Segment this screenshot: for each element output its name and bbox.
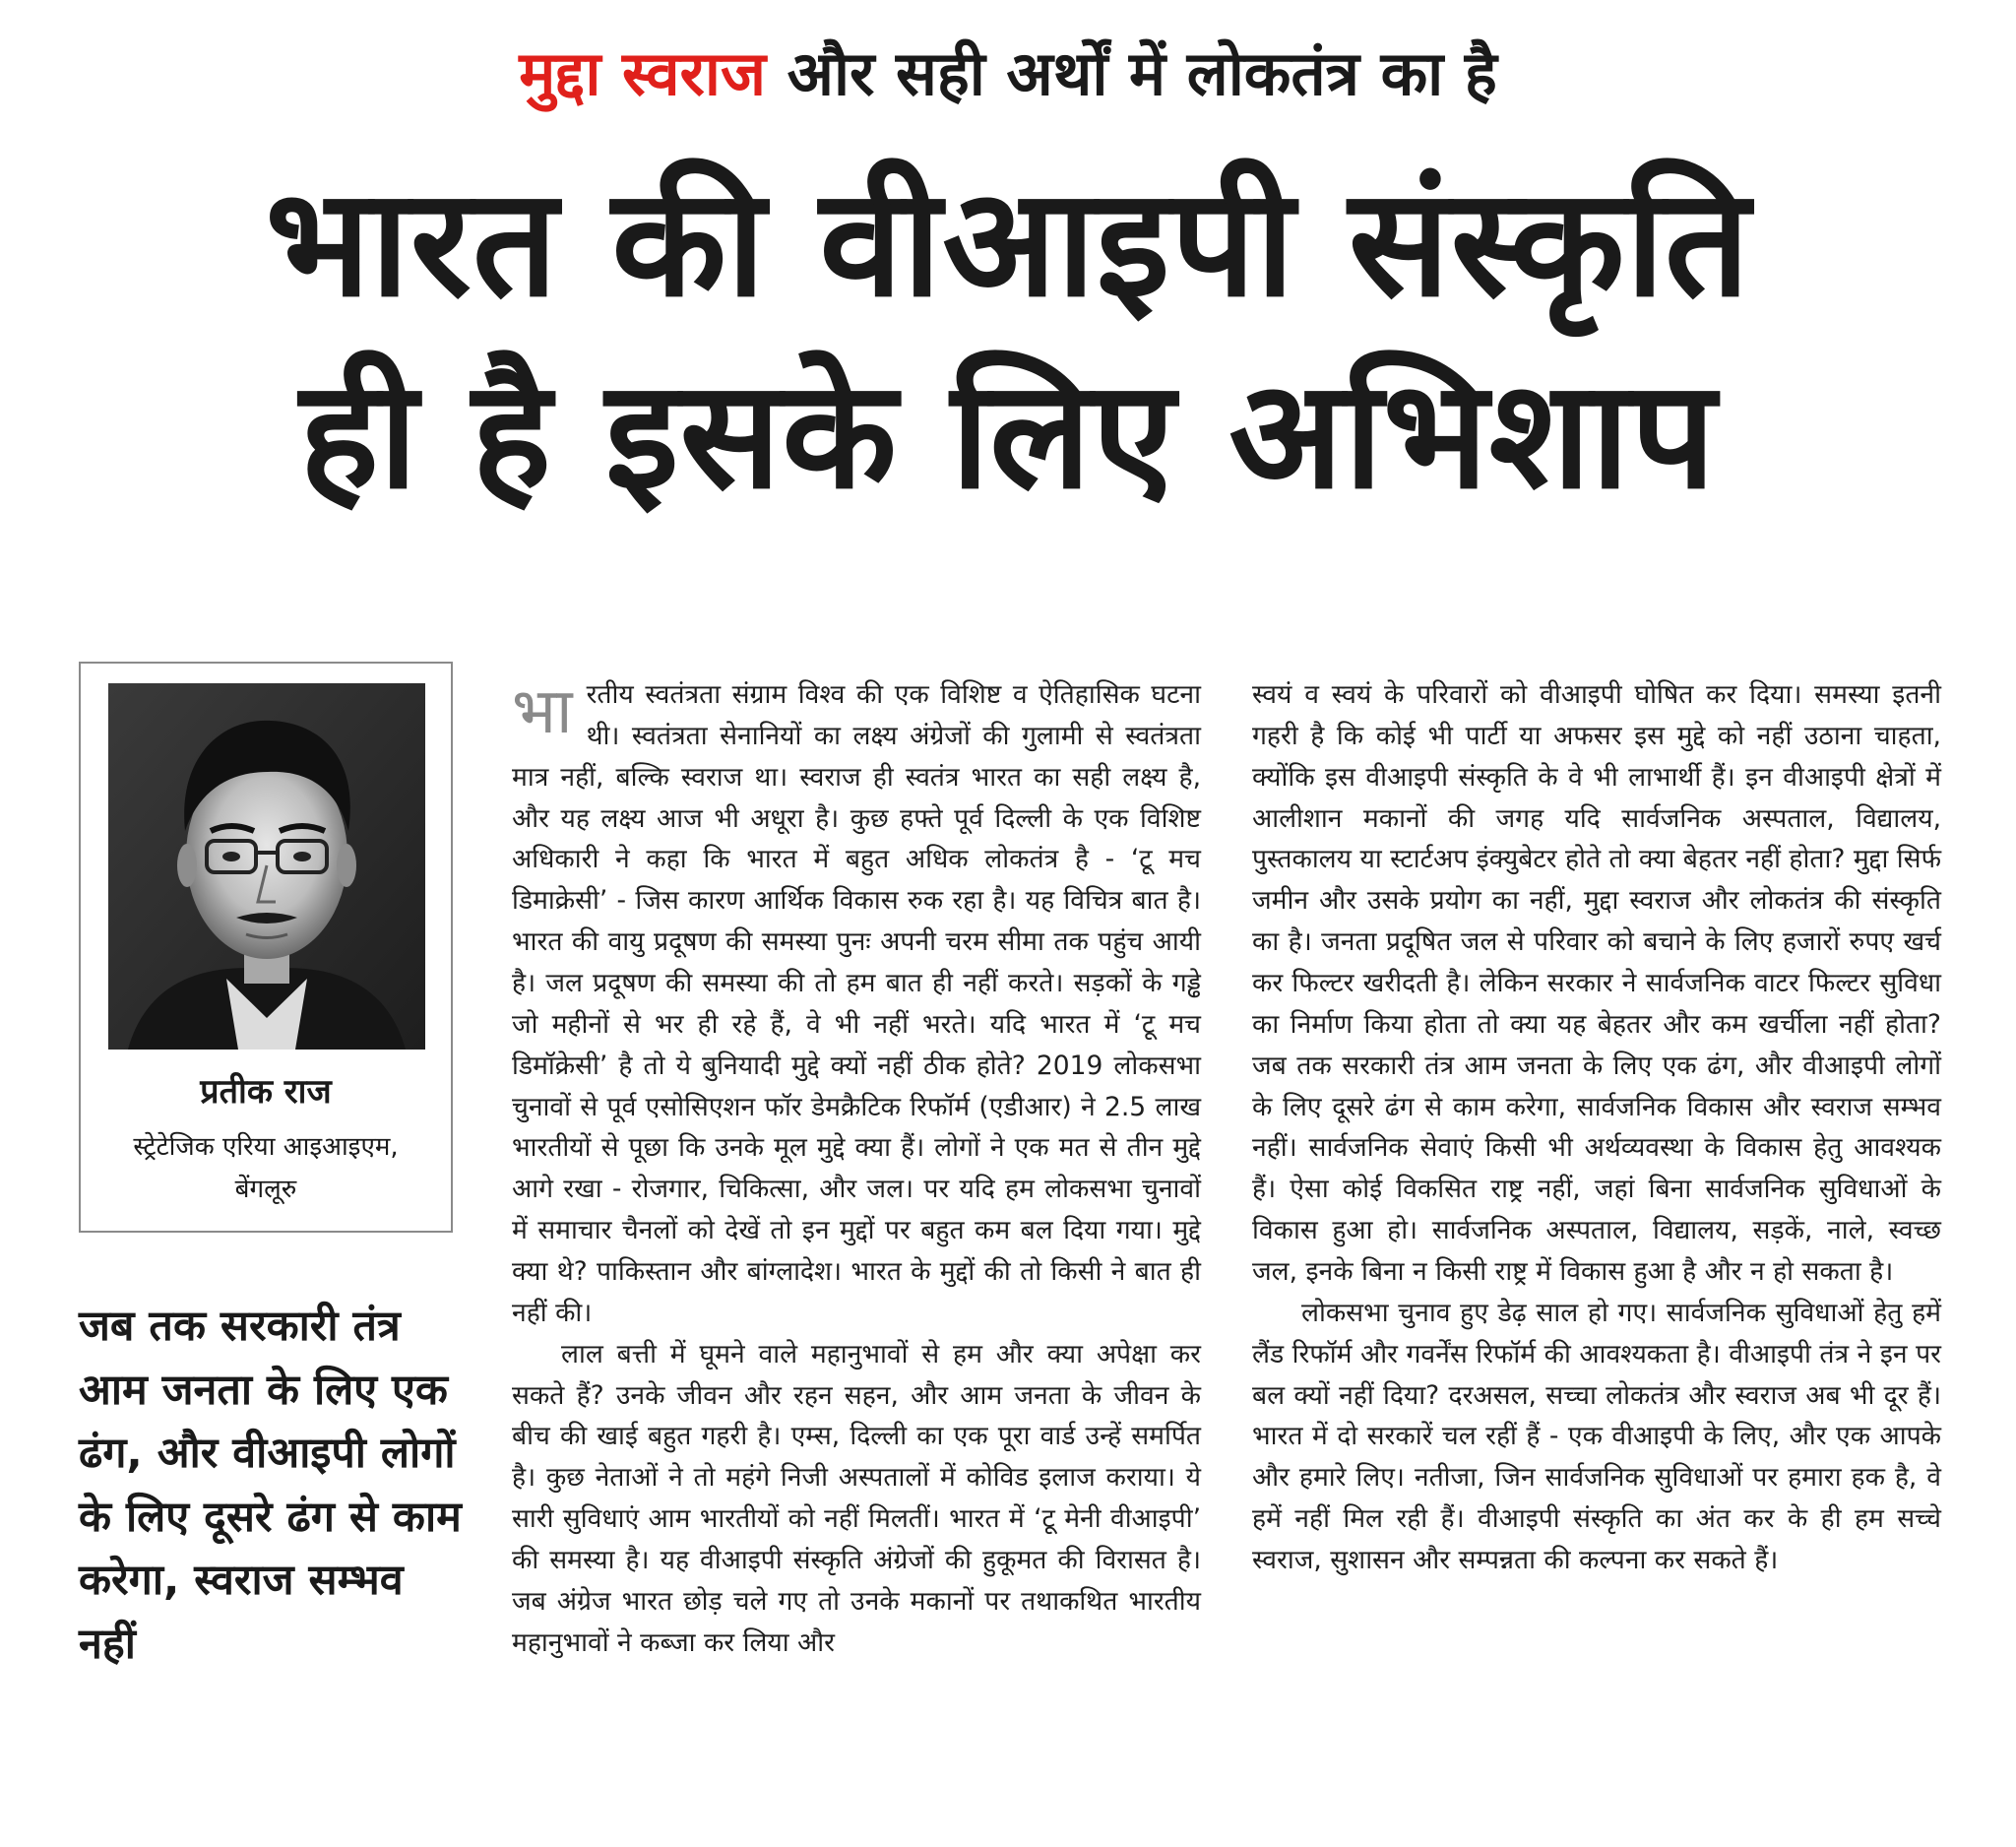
article-paragraph-4: लोकसभा चुनाव हुए डेढ़ साल हो गए। सार्वजनिक सुविधाओं हेतु हमें लैंड रिफॉर्म और गवर्नेंस रिफॉर्म की आवश्यकता है। वीआइपी तंत्र ने इन पर बल क्यों नहीं दिया? दरअसल, सच्चा लोकतंत्र और स्वराज अब भी दूर हैं। भारत में दो सरकारें चल रहीं हैं - एक वीआइपी के लिए, और एक आपके और हमारे लिए। नतीजा, जिन सार्वजनिक सुविधाओं पर हमारा हक है, वे हमें नहीं मिल रही हैं। वीआइपी संस्कृति का अंत कर के ही हम सच्चे स्वराज, सुशासन और सम्पन्नता की कल्पना कर सकते हैं। [1252, 1297, 1941, 1576]
headline-line-2: ही है इसके लिए अभिशाप [299, 347, 1717, 522]
author-name: प्रतीक राज [200, 1072, 332, 1112]
headline-line-1: भारत की वीआइपी संस्कृति [265, 156, 1751, 330]
author-photo [108, 683, 425, 1050]
author-role-line-1: स्ट्रेटेजिक एरिया आइआइएम, [133, 1132, 399, 1162]
author-role [91, 1126, 441, 1211]
kicker-text: और सही अर्थों में लोकतंत्र का है [765, 37, 1497, 109]
kicker [0, 37, 2016, 110]
kicker-highlight: मुद्दा स्वराज [519, 37, 766, 109]
drop-cap: भा [512, 675, 573, 748]
article-paragraph-2: लाल बत्ती में घूमने वाले महानुभावों से हम और क्या अपेक्षा कर सकते हैं? उनके जीवन और रहन सहन, और आम जनता के जीवन के बीच की खाई बहुत गहरी है। एम्स, दिल्ली का एक पूरा वार्ड उन्हें समर्पित है। कुछ नेताओं ने तो महंगे निजी अस्पतालों में कोविड इलाज कराया। ये सारी सुविधाएं आम भारतीयों को नहीं मिलतीं। भारत में ‘टू मेनी वीआइपी’ की समस्या है। यह वीआइपी संस्कृति अंग्रेजों की हुकूमत की विरासत है। जब अंग्रेज भारत छोड़ चले गए तो उनके मकानों पर तथाकथित भारतीय महानुभावों ने कब्जा कर लिया और [512, 1338, 1201, 1658]
author-role-line-2: बेंगलूरु [234, 1174, 297, 1204]
article-column-2 [1252, 674, 1941, 1581]
article-column-1 [512, 674, 1201, 1664]
article-paragraph-3: स्वयं व स्वयं के परिवारों को वीआइपी घोषित कर दिया। समस्या इतनी गहरी है कि कोई भी पार्टी या अफसर इस मुद्दे को नहीं उठाना चाहता, क्योंकि इस वीआइपी संस्कृति के वे भी लाभार्थी हैं। इन वीआइपी क्षेत्रों में आलीशान मकानों की जगह यदि सार्वजनिक अस्पताल, विद्यालय, पुस्तकालय या स्टार्टअप इंक्युबेटर होते तो क्या बेहतर नहीं होता? मुद्दा सिर्फ जमीन और उसके प्रयोग का नहीं, मुद्दा स्वराज और लोकतंत्र की संस्कृति का है। जनता प्रदूषित जल से परिवार को बचाने के लिए हजारों रुपए खर्च कर फिल्टर खरीदती है। लेकिन सरकार ने सार्वजनिक वाटर फिल्टर सुविधा का निर्माण किया होता तो क्या यह बेहतर और कम खर्चीला नहीं होता? जब तक सरकारी तंत्र आम जनता के लिए एक ढंग, और वीआइपी लोगों के लिए दूसरे ढंग से काम करेगा, सार्वजनिक विकास और स्वराज सम्भव नहीं। सार्वजनिक सेवाएं किसी भी अर्थव्यवस्था के विकास हेतु आवश्यक हैं। ऐसा कोई विकसित राष्ट्र नहीं, जहां बिना सार्वजनिक सुविधाओं के विकास हुआ हो। सार्वजनिक अस्पताल, विद्यालय, सड़कें, नाले, स्वच्छ जल, इनके बिना न किसी राष्ट्र में विकास हुआ है और न हो सकता है। [1252, 679, 1941, 1288]
pull-quote: जब तक सरकारी तंत्र आम जनता के लिए एक ढंग, और वीआइपी लोगों के लिए दूसरे ढंग से काम करेगा, स्वराज सम्भव नहीं [79, 1302, 462, 1669]
author-box [79, 662, 453, 1233]
article-paragraph-1 [512, 674, 1201, 1334]
headline [0, 148, 2016, 531]
article-paragraph-1-text: रतीय स्वतंत्रता संग्राम विश्व की एक विशिष्ट व ऐतिहासिक घटना थी। स्वतंत्रता सेनानियों का लक्ष्य अंग्रेजों की गुलामी से स्वतंत्रता मात्र नहीं, बल्कि स्वराज था। स्वराज ही स्वतंत्र भारत का सही लक्ष्य है, और यह लक्ष्य आज भी अधूरा है। कुछ हफ्ते पूर्व दिल्ली के एक विशिष्ट अधिकारी ने कहा कि भारत में बहुत अधिक लोकतंत्र है - ‘टू मच डिमाक्रेसी’ - जिस कारण आर्थिक विकास रुक रहा है। यह विचित्र बात है। भारत की वायु प्रदूषण की समस्या पुनः अपनी चरम सीमा तक पहुंच आयी है। जल प्रदूषण की समस्या की तो हम बात ही नहीं करते। सड़कों के गड्ढे जो महीनों से भर ही रहे हैं, वे भी नहीं भरते। यदि भारत में ‘टू मच डिमॉक्रेसी’ है तो ये बुनियादी मुद्दे क्यों नहीं ठीक होते? 2019 लोकसभा चुनावों से पूर्व एसोसिएशन फॉर डेमक्रैटिक रिफॉर्म (एडीआर) ने 2.5 लाख भारतीयों से पूछा कि उनके मूल मुद्दे क्या हैं। लोगों ने एक मत से तीन मुद्दे आगे रखा - रोजगार, चिकित्सा, और जल। पर यदि हम लोकसभा चुनावों में समाचार चैनलों को देखें तो इन मुद्दों पर बहुत कम बल दिया गया। मुद्दे क्या थे? पाकिस्तान और बांग्लादेश। भारत के मुद्दों की तो किसी ने बात ही नहीं की। [512, 679, 1201, 1328]
